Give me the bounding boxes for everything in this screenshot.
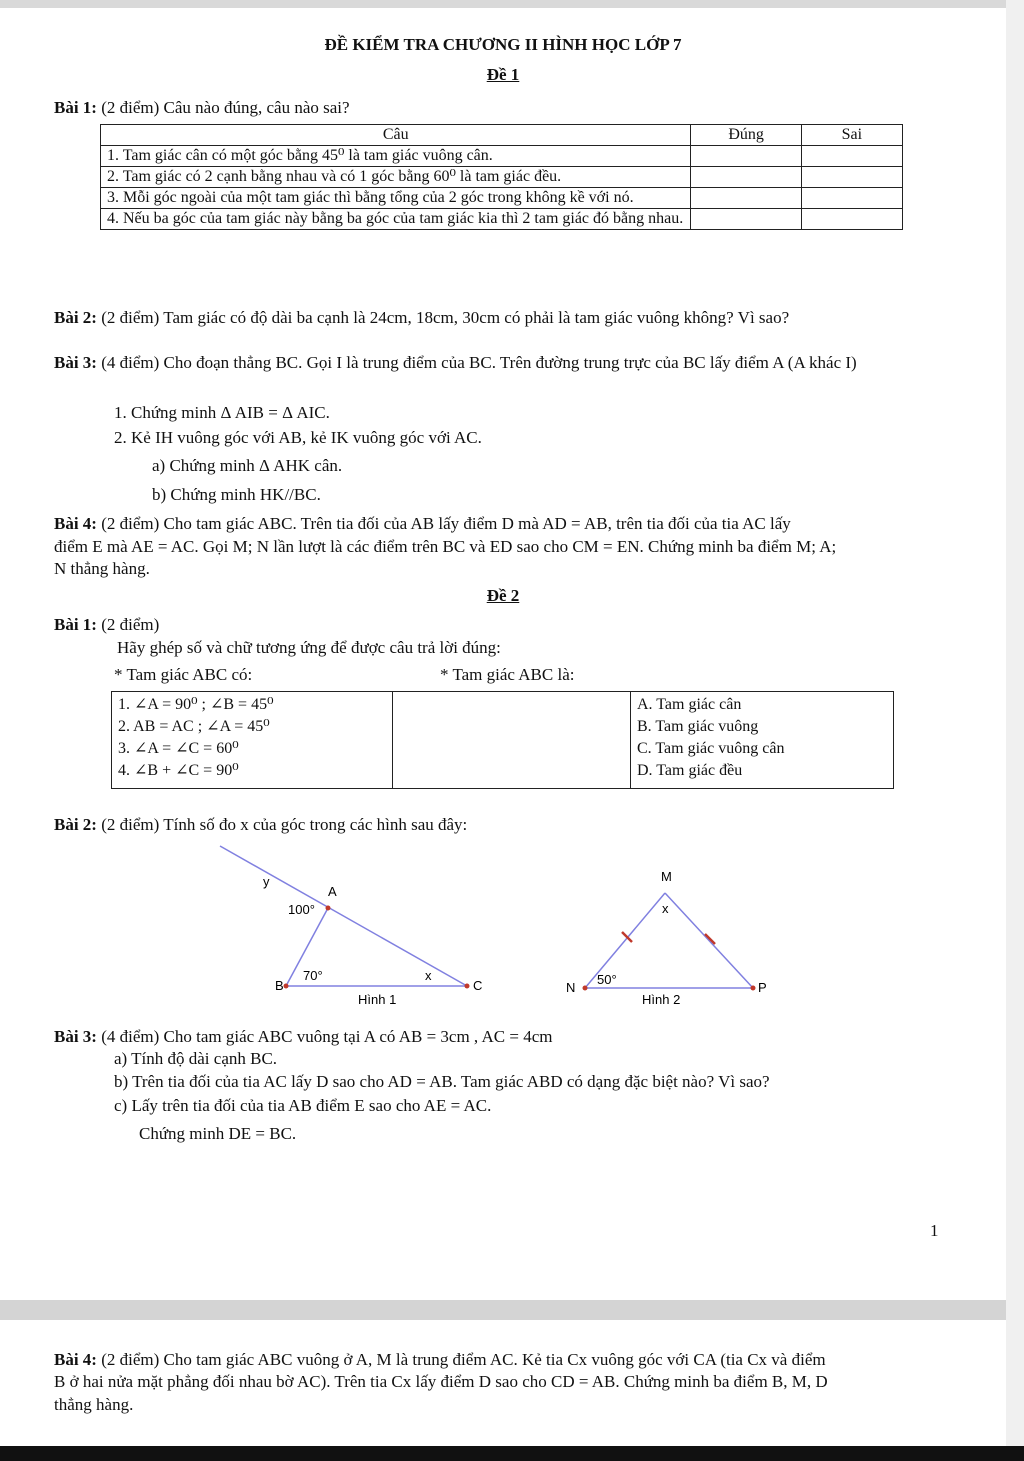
answer-true-cell[interactable]	[691, 146, 801, 167]
de1-bai3-item-b: b) Chứng minh HK//BC.	[152, 485, 321, 504]
de2-matching-table	[111, 691, 894, 789]
statement-2: 2. Tam giác có 2 cạnh bằng nhau và có 1 góc bằng 60⁰ là tam giác đều.	[101, 167, 691, 188]
de2-bai2	[54, 815, 467, 835]
de1-bai3	[54, 352, 934, 374]
de1-bai4-text: (2 điểm) Cho tam giác ABC. Trên tia đối của AB lấy điểm D mà AD = AB, trên tia đối của tia AC lấy	[101, 514, 791, 533]
de2-bai4-line3: thẳng hàng.	[54, 1395, 134, 1414]
page-title: ĐỀ KIỂM TRA CHƯƠNG II HÌNH HỌC LỚP 7	[324, 35, 682, 54]
ray-ay	[220, 846, 467, 986]
de2-bai3-text: (4 điểm) Cho tam giác ABC vuông tại A có AB = 3cm , AC = 4cm	[101, 1027, 553, 1046]
de1-heading: Đề 1	[486, 65, 520, 84]
label-m: M	[661, 869, 672, 884]
de1-bai2-text: (2 điểm) Tam giác có độ dài ba cạnh là 24cm, 18cm, 30cm có phải là tam giác vuông không? Vì sao?	[101, 308, 790, 327]
de2-bai3-item-b: b) Trên tia đối của tia AC lấy D sao cho AD = AB. Tam giác ABD có dạng đặc biệt nào? Vì sao?	[114, 1072, 770, 1091]
conditions-cell	[112, 692, 393, 789]
table-row	[101, 209, 903, 230]
answer-true-cell[interactable]	[691, 209, 801, 230]
point-n	[583, 986, 588, 991]
right-frame	[1006, 0, 1024, 1461]
de1-bai4-line3: N thẳng hàng.	[54, 559, 150, 578]
label-c: C	[473, 978, 483, 993]
page-gap	[0, 1300, 1006, 1320]
point-a	[326, 906, 331, 911]
de2-bai3-label: Bài 3:	[54, 1027, 97, 1046]
label-angle-b: 70°	[303, 968, 323, 983]
de2-heading: Đề 2	[486, 586, 520, 605]
de2-bai1-instruction: Hãy ghép số và chữ tương ứng để được câu trả lời đúng:	[117, 638, 501, 657]
condition-4: 4. ∠B + ∠C = 90⁰	[118, 762, 239, 779]
label-x: x	[425, 968, 432, 983]
answer-true-cell[interactable]	[691, 167, 801, 188]
figure-2	[560, 858, 780, 1018]
header-cau: Câu	[101, 125, 691, 146]
caption-2: Hình 2	[642, 992, 681, 1007]
point-b	[284, 984, 289, 989]
top-frame	[0, 0, 1024, 8]
type-b: B. Tam giác vuông	[637, 718, 759, 735]
type-a: A. Tam giác cân	[637, 696, 742, 713]
de2-bai1-text: (2 điểm)	[101, 615, 160, 634]
answer-cell[interactable]	[393, 692, 631, 789]
point-p	[751, 986, 756, 991]
de2-bai4-text: (2 điểm) Cho tam giác ABC vuông ở A, M là trung điểm AC. Kẻ tia Cx vuông góc với CA (tia Cx và điểm	[101, 1350, 826, 1369]
answer-false-cell[interactable]	[801, 209, 902, 230]
statement-4: 4. Nếu ba góc của tam giác này bằng ba góc của tam giác kia thì 2 tam giác đó bằng nhau.	[101, 209, 691, 230]
header-dung: Đúng	[691, 125, 801, 146]
point-c	[465, 984, 470, 989]
condition-2: 2. AB = AC ; ∠A = 45⁰	[118, 718, 270, 735]
de2-bai4-line1	[54, 1350, 826, 1370]
answer-true-cell[interactable]	[691, 188, 801, 209]
de2-bai3-last: Chứng minh DE = BC.	[139, 1124, 297, 1143]
table-row	[101, 167, 903, 188]
label-y: y	[263, 874, 270, 889]
de2-bai2-label: Bài 2:	[54, 815, 97, 834]
de2-right-title: * Tam giác ABC là:	[440, 665, 575, 684]
table-row	[101, 146, 903, 167]
label-b: B	[275, 978, 284, 993]
de2-bai2-text: (2 điểm) Tính số đo x của góc trong các hình sau đây:	[101, 815, 468, 834]
de2-bai4-line2: B ở hai nửa mặt phẳng đối nhau bờ AC). Trên tia Cx lấy điểm D sao cho CD = AB. Chứng minh ba điểm B, M, D	[54, 1372, 828, 1391]
condition-1: 1. ∠A = 90⁰ ; ∠B = 45⁰	[118, 696, 274, 713]
side-mp	[665, 893, 753, 988]
de1-bai3-text: (4 điểm) Cho đoạn thẳng BC. Gọi I là trung điểm của BC. Trên đường trung trực của BC lấy điểm A (A khác I)	[101, 353, 857, 372]
de2-bai1-label: Bài 1:	[54, 615, 97, 634]
label-n: N	[566, 980, 576, 995]
de1-bai4-line1	[54, 514, 791, 534]
table-header-row	[101, 125, 903, 146]
condition-3: 3. ∠A = ∠C = 60⁰	[118, 740, 239, 757]
caption-1: Hình 1	[358, 992, 397, 1007]
de2-bai4-label: Bài 4:	[54, 1350, 97, 1369]
de2-bai3-item-a: a) Tính độ dài cạnh BC.	[114, 1049, 278, 1068]
statement-1: 1. Tam giác cân có một góc bằng 45⁰ là tam giác vuông cân.	[101, 146, 691, 167]
de1-bai3-item-2: 2. Kẻ IH vuông góc với AB, kẻ IK vuông góc với AC.	[114, 428, 482, 447]
de2-left-title: * Tam giác ABC có:	[114, 665, 253, 684]
de2-bai1	[54, 615, 159, 635]
type-c: C. Tam giác vuông cân	[637, 740, 785, 757]
de1-bai4-label: Bài 4:	[54, 514, 97, 533]
de1-bai2	[54, 308, 789, 328]
label-angle-n: 50°	[597, 972, 617, 987]
page-number: 1	[930, 1221, 939, 1240]
label-x-2: x	[662, 901, 669, 916]
de2-bai3	[54, 1027, 552, 1047]
bottom-bar	[0, 1446, 1024, 1461]
answer-false-cell[interactable]	[801, 167, 902, 188]
de1-bai1-text: (2 điểm) Câu nào đúng, câu nào sai?	[101, 98, 350, 117]
answer-false-cell[interactable]	[801, 188, 902, 209]
table-row	[112, 692, 894, 789]
label-p: P	[758, 980, 767, 995]
de1-bai1-label: Bài 1:	[54, 98, 97, 117]
header-sai: Sai	[801, 125, 902, 146]
de1-bai3-item-1: 1. Chứng minh Δ AIB = Δ AIC.	[114, 403, 330, 422]
answer-false-cell[interactable]	[801, 146, 902, 167]
label-angle-a: 100°	[288, 902, 315, 917]
de1-bai3-label: Bài 3:	[54, 353, 97, 372]
de1-bai1	[54, 98, 350, 118]
de2-bai3-item-c: c) Lấy trên tia đối của tia AB điểm E sao cho AE = AC.	[114, 1096, 492, 1115]
de1-bai4-line2: điểm E mà AE = AC. Gọi M; N lần lượt là các điểm trên BC và ED sao cho CM = EN. Chứng minh ba điểm M; A;	[54, 537, 837, 556]
figure-1	[180, 838, 500, 1018]
types-cell	[631, 692, 894, 789]
de1-bai2-label: Bài 2:	[54, 308, 97, 327]
de1-truefalse-table	[100, 124, 903, 230]
de1-bai3-item-a: a) Chứng minh Δ AHK cân.	[152, 456, 343, 475]
table-row	[101, 188, 903, 209]
statement-3: 3. Mỗi góc ngoài của một tam giác thì bằng tổng của 2 góc trong không kề với nó.	[101, 188, 691, 209]
type-d: D. Tam giác đều	[637, 762, 743, 779]
label-a: A	[328, 884, 337, 899]
